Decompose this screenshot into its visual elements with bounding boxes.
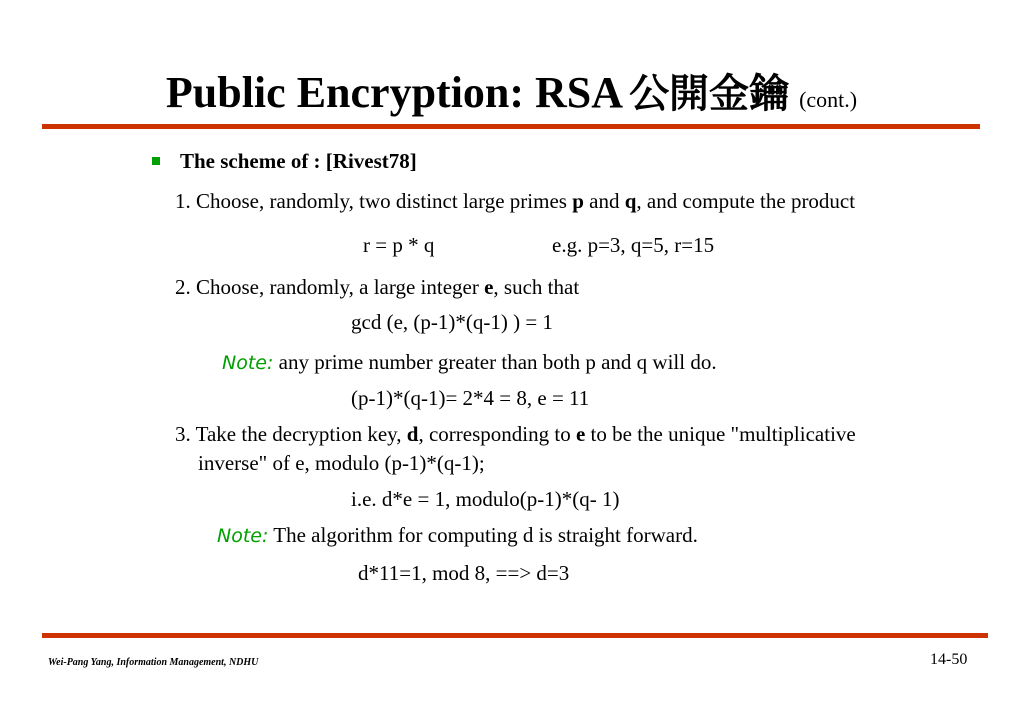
- step-3: [175, 422, 856, 447]
- title-cjk: 公開金鑰: [629, 71, 790, 117]
- note-2-label: Note:: [217, 525, 269, 547]
- step-1-text-b: , and compute the product: [636, 189, 856, 213]
- step-2-text-b: , such that: [493, 275, 580, 299]
- page-number: 14-50: [930, 651, 968, 668]
- title-main: Public Encryption: RSA: [165, 68, 624, 117]
- step-1-q: q: [624, 189, 637, 213]
- step-3-e: e: [575, 422, 586, 446]
- bottom-divider: [42, 633, 988, 638]
- step-2-e: e: [484, 275, 494, 299]
- step-1-text-a: 1. Choose, randomly, two distinct large primes: [175, 189, 573, 213]
- note-1: [222, 350, 717, 375]
- step-1-p: p: [572, 189, 584, 213]
- footer-author: Wei-Pang Yang, Information Management, NDHU: [48, 657, 259, 668]
- note-1-label: Note:: [222, 352, 274, 374]
- step-3-text-a: 3. Take the decryption key,: [175, 422, 407, 446]
- step-3-d: d: [406, 422, 419, 446]
- note-1-text: any prime number greater than both p and q will do.: [273, 350, 717, 374]
- step-2-text-a: 2. Choose, randomly, a large integer: [175, 275, 485, 299]
- title-cont: (cont.): [799, 87, 858, 112]
- note-2: [217, 523, 698, 548]
- equation-d-result: d*11=1, mod 8, ==> d=3: [358, 561, 570, 585]
- step-1: [175, 189, 855, 214]
- step-1-and: and: [583, 189, 625, 213]
- step-3-text-b: , corresponding to: [418, 422, 576, 446]
- equation-r-example: e.g. p=3, q=5, r=15: [552, 233, 715, 257]
- step-2: [175, 275, 579, 300]
- equation-inverse: i.e. d*e = 1, modulo(p-1)*(q- 1): [351, 487, 620, 511]
- equation-phi: (p-1)*(q-1)= 2*4 = 8, e = 11: [351, 386, 590, 410]
- step-3-line-2: inverse" of e, modulo (p-1)*(q-1);: [198, 451, 485, 475]
- equation-r: r = p * q: [363, 233, 435, 257]
- top-divider: [42, 124, 980, 129]
- note-2-text: The algorithm for computing d is straight forward.: [268, 523, 698, 547]
- bullet-square-icon: [152, 157, 160, 165]
- step-3-text-c: to be the unique "multiplicative: [585, 422, 856, 446]
- page-title: [0, 62, 1023, 119]
- scheme-heading: The scheme of : [Rivest78]: [180, 149, 417, 173]
- equation-gcd: gcd (e, (p-1)*(q-1) ) = 1: [351, 310, 553, 334]
